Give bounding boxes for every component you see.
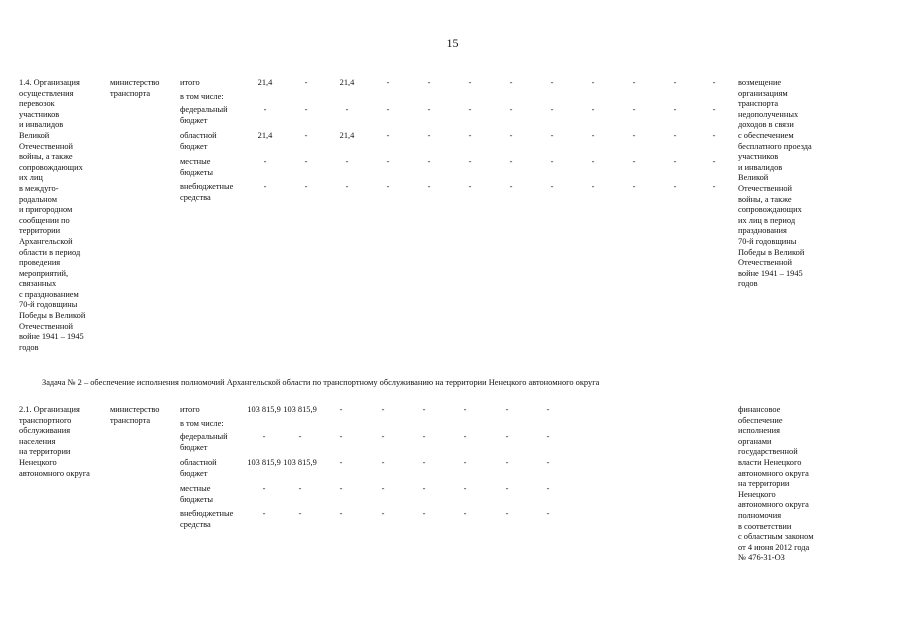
value-cell: -	[505, 405, 509, 414]
source-label: в том числе:	[180, 419, 224, 428]
value-cell: 21,4	[257, 78, 273, 87]
value-cell: -	[673, 78, 677, 87]
value-cell: -	[345, 182, 349, 191]
value-cell: -	[550, 157, 554, 166]
value-cell: -	[591, 157, 595, 166]
source-label: внебюджетные средства	[180, 509, 234, 529]
value-cell: -	[345, 157, 349, 166]
value-cell: -	[339, 484, 343, 493]
value-cell: -	[632, 157, 636, 166]
source-label: итого	[180, 78, 200, 87]
value-cell: -	[468, 182, 472, 191]
value-cell: -	[468, 157, 472, 166]
value-cell: -	[422, 432, 426, 441]
value-cell: -	[673, 182, 677, 191]
value-cell: -	[427, 78, 431, 87]
value-cell: -	[381, 484, 385, 493]
value-cell: -	[505, 484, 509, 493]
value-cell: -	[546, 509, 550, 518]
task-heading: Задача № 2 – обеспечение исполнения полномочий Архангельской области по транспортному обслуживанию на территории Ненецкого автономного округа	[42, 378, 600, 387]
value-cell: -	[304, 182, 308, 191]
value-cell: -	[427, 131, 431, 140]
value-cell: 103 815,9	[247, 458, 281, 467]
value-cell: -	[298, 432, 302, 441]
value-cell: -	[263, 157, 267, 166]
value-cell: 103 815,9	[283, 458, 317, 467]
value-cell: -	[546, 484, 550, 493]
value-cell: -	[505, 509, 509, 518]
value-cell: -	[427, 105, 431, 114]
value-cell: -	[463, 509, 467, 518]
value-cell: -	[509, 157, 513, 166]
responsible-cell: министерство транспорта	[110, 78, 160, 98]
value-cell: -	[263, 105, 267, 114]
value-cell: -	[386, 78, 390, 87]
value-cell: -	[509, 182, 513, 191]
source-label: федеральный бюджет	[180, 105, 228, 125]
value-cell: -	[550, 105, 554, 114]
value-cell: -	[427, 157, 431, 166]
result-cell: финансовое обеспечение исполнения органами государственной власти Ненецкого автономного округа на территории Ненецкого автономного округа полномочия в соответствии с областным законом от 4 июня 2012 года № 476-31-ОЗ	[738, 405, 814, 563]
value-cell: -	[673, 105, 677, 114]
source-label: итого	[180, 405, 200, 414]
value-cell: 21,4	[257, 131, 273, 140]
value-cell: -	[673, 131, 677, 140]
value-cell: -	[505, 458, 509, 467]
value-cell: -	[427, 182, 431, 191]
value-cell: -	[263, 182, 267, 191]
value-cell: -	[509, 78, 513, 87]
source-label: областной бюджет	[180, 458, 217, 478]
value-cell: -	[712, 131, 716, 140]
value-cell: -	[304, 78, 308, 87]
value-cell: 103 815,9	[283, 405, 317, 414]
value-cell: -	[591, 131, 595, 140]
value-cell: -	[550, 78, 554, 87]
value-cell: -	[262, 509, 266, 518]
value-cell: -	[468, 78, 472, 87]
value-cell: -	[712, 182, 716, 191]
value-cell: -	[381, 458, 385, 467]
value-cell: -	[712, 78, 716, 87]
value-cell: -	[546, 458, 550, 467]
value-cell: -	[463, 405, 467, 414]
value-cell: -	[632, 78, 636, 87]
value-cell: -	[591, 78, 595, 87]
value-cell: -	[304, 157, 308, 166]
value-cell: -	[339, 432, 343, 441]
value-cell: -	[550, 131, 554, 140]
value-cell: -	[591, 182, 595, 191]
value-cell: -	[339, 405, 343, 414]
value-cell: -	[712, 157, 716, 166]
value-cell: -	[505, 432, 509, 441]
value-cell: -	[298, 509, 302, 518]
value-cell: -	[339, 458, 343, 467]
value-cell: -	[339, 509, 343, 518]
source-label: областной бюджет	[180, 131, 217, 151]
value-cell: -	[422, 458, 426, 467]
value-cell: -	[546, 432, 550, 441]
value-cell: -	[381, 432, 385, 441]
source-label: федеральный бюджет	[180, 432, 228, 452]
value-cell: -	[304, 105, 308, 114]
value-cell: -	[463, 458, 467, 467]
page-number: 15	[446, 36, 459, 50]
value-cell: 21,4	[339, 78, 355, 87]
value-cell: -	[673, 157, 677, 166]
value-cell: -	[550, 182, 554, 191]
value-cell: -	[463, 432, 467, 441]
value-cell: -	[304, 131, 308, 140]
value-cell: 103 815,9	[247, 405, 281, 414]
value-cell: -	[509, 105, 513, 114]
source-label: местные бюджеты	[180, 484, 214, 504]
value-cell: -	[463, 484, 467, 493]
value-cell: -	[422, 405, 426, 414]
value-cell: -	[712, 105, 716, 114]
value-cell: -	[386, 105, 390, 114]
value-cell: -	[546, 405, 550, 414]
value-cell: -	[386, 131, 390, 140]
responsible-cell: министерство транспорта	[110, 405, 160, 425]
value-cell: -	[345, 105, 349, 114]
value-cell: -	[262, 432, 266, 441]
value-cell: -	[386, 157, 390, 166]
value-cell: -	[262, 484, 266, 493]
value-cell: -	[591, 105, 595, 114]
value-cell: -	[509, 131, 513, 140]
result-cell: возмещение организациям транспорта недополученных доходов в связи с обеспечением бесплатного проезда участников и инвалидов Великой Отечественной войны, а также сопровождающих их лиц в период празднования 70-й годовщины Победы в Великой Отечественной войне 1941 – 1945 годов	[738, 78, 812, 289]
value-cell: -	[468, 105, 472, 114]
value-cell: -	[298, 484, 302, 493]
activity-cell: 2.1. Организация транспортного обслуживания населения на территории Ненецкого автономного округа	[19, 405, 90, 478]
value-cell: -	[632, 131, 636, 140]
value-cell: -	[632, 182, 636, 191]
value-cell: -	[422, 484, 426, 493]
value-cell: 21,4	[339, 131, 355, 140]
value-cell: -	[381, 405, 385, 414]
value-cell: -	[422, 509, 426, 518]
source-label: местные бюджеты	[180, 157, 214, 177]
value-cell: -	[468, 131, 472, 140]
value-cell: -	[386, 182, 390, 191]
activity-cell: 1.4. Организация осуществления перевозок участников и инвалидов Великой Отечественной войны, а также сопровождающих их лиц в междуго- родальном и пригородном сообщении по территории Архангельской области в период проведения мероприятий, связанных с празднованием 70-й годовщины Победы в Великой Отечественной войне 1941 – 1945 годов	[19, 78, 86, 352]
value-cell: -	[632, 105, 636, 114]
source-label: внебюджетные средства	[180, 182, 234, 202]
value-cell: -	[381, 509, 385, 518]
source-label: в том числе:	[180, 92, 224, 101]
